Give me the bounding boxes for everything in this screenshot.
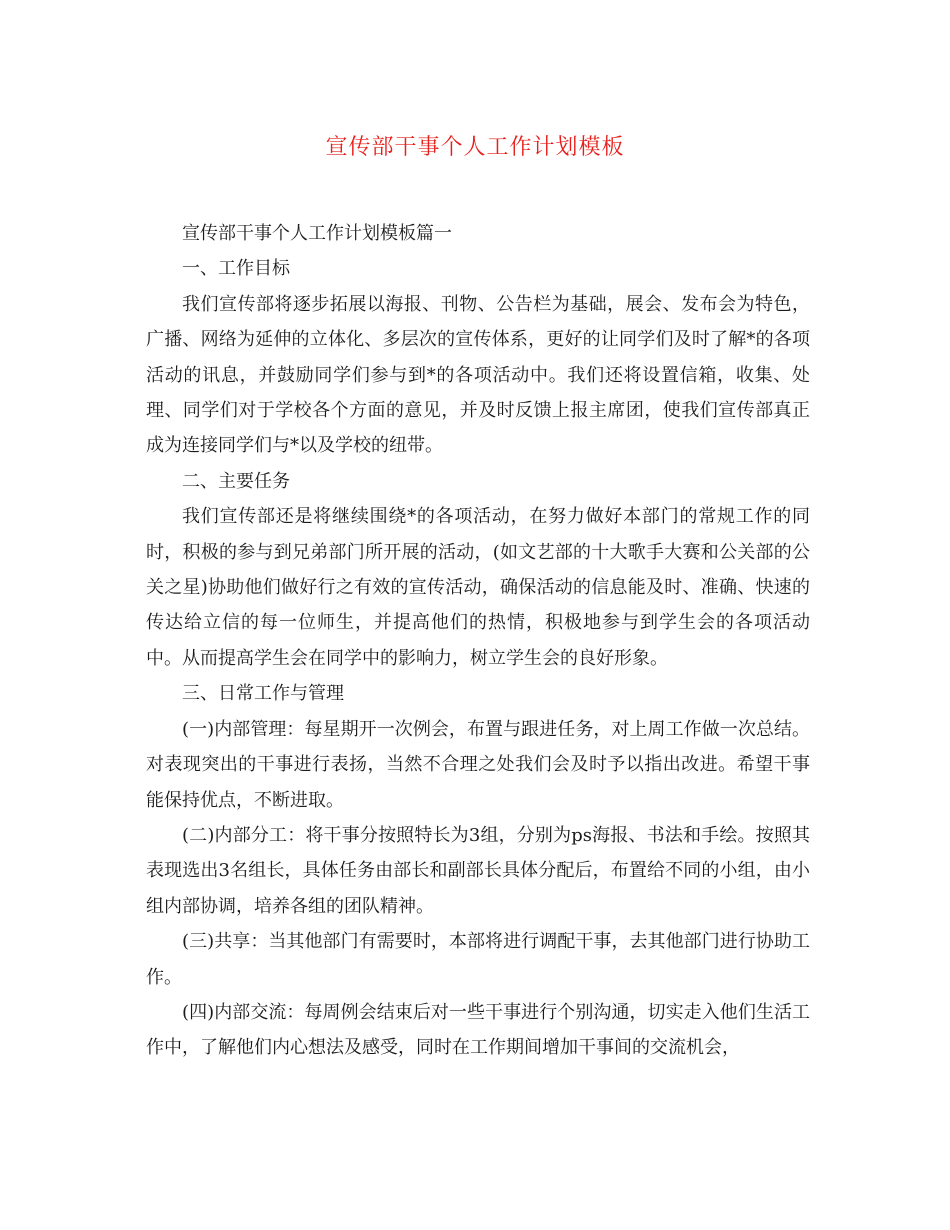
paragraph-work-goals: 我们宣传部将逐步拓展以海报、刊物、公告栏为基础，展会、发布会为特色，广播、网络为延伸的立体化、多层次的宣传体系，更好的让同学们及时了解*的各项活动的讯息，并鼓励同学们参与到*的各项活动中。我们还将设置信箱，收集、处理、同学们对于学校各个方面的意见，并及时反馈上报主席团，使我们宣传部真正成为连接同学们与*以及学校的纽带。 xyxy=(146,293,810,457)
paragraph-sharing: (三)共享：当其他部门有需要时，本部将进行调配干事，去其他部门进行协助工作。 xyxy=(146,931,810,988)
paragraph-heading-daily-work: 三、日常工作与管理 xyxy=(182,683,344,705)
paragraph-section-heading: 宣传部干事个人工作计划模板篇一 xyxy=(182,223,452,244)
document-title: 宣传部干事个人工作计划模板 xyxy=(325,135,625,160)
paragraph-heading-main-tasks: 二、主要任务 xyxy=(182,470,290,492)
document-body xyxy=(146,216,810,1066)
paragraph-heading-work-goals: 一、工作目标 xyxy=(182,258,290,280)
paragraph-main-tasks: 我们宣传部还是将继续围绕*的各项活动，在努力做好本部门的常规工作的同时，积极的参与到兄弟部门所开展的活动，(如文艺部的十大歌手大赛和公关部的公关之星)协助他们做好行之有效的宣传活动，确保活动的信息能及时、准确、快速的传达给立信的每一位师生，并提高他们的热情，积极地参与到学生会的各项活动中。从而提高学生会在同学中的影响力，树立学生会的良好形象。 xyxy=(146,506,810,669)
paragraph-internal-division: (二)内部分工：将干事分按照特长为3组，分别为ps海报、书法和手绘。按照其表现选出3名组长，具体任务由部长和副部长具体分配后，布置给不同的小组，由小组内部协调，培养各组的团队精神。 xyxy=(146,824,810,917)
paragraph-internal-management: (一)内部管理：每星期开一次例会，布置与跟进任务，对上周工作做一次总结。对表现突出的干事进行表扬，当然不合理之处我们会及时予以指出改进。希望干事能保持优点，不断进取。 xyxy=(146,718,810,811)
paragraph-internal-communication: (四)内部交流：每周例会结束后对一些干事进行个别沟通，切实走入他们生活工作中，了解他们内心想法及感受，同时在工作期间增加干事间的交流机会， xyxy=(146,1001,810,1059)
